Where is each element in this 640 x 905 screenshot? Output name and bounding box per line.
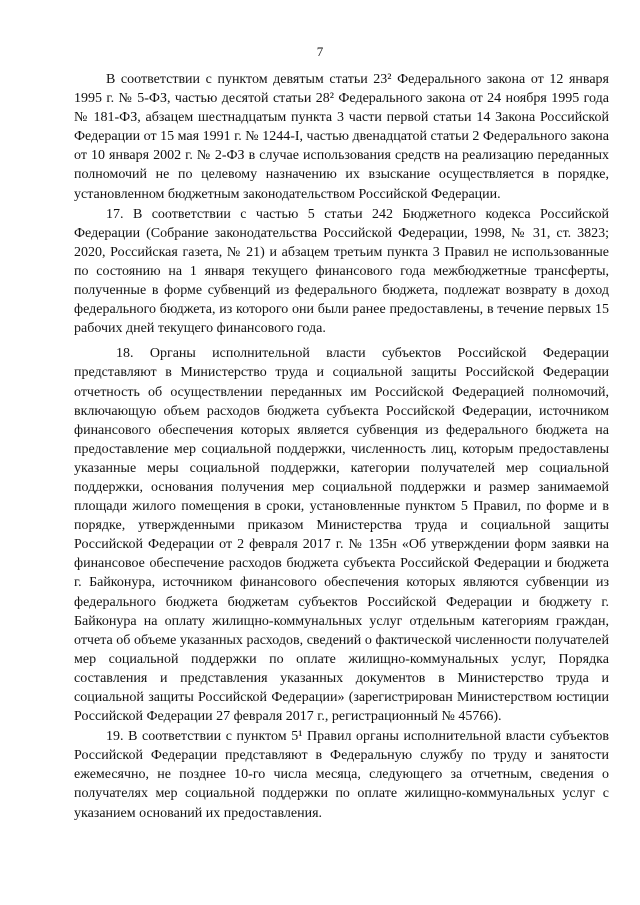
paragraph-19: 19. В соответствии с пунктом 5¹ Правил органы исполнительной власти субъектов Российской Федерации представляют в Федеральную службу по труду и занятости ежемесячно, не позднее 10-го числа месяца, следующего за отчетным, сведения о получателях мер социальной поддержки по оплате жилищно-коммунальных услуг с указанием оснований их предоставления.: [74, 729, 609, 821]
paragraph-17: 17. В соответствии с частью 5 статьи 242 Бюджетного кодекса Российской Федерации (Собрание законодательства Российской Федерации, 1998, № 31, ст. 3823; 2020, Российская газета, № 21) и абзацем третьим пункта 3 Правил не использованные по состоянию на 1 января текущего финансового года межбюджетные трансферты, полученные в форме субвенций из федерального бюджета, подлежат возврату в доход федерального бюджета, из которого они были ранее предоставлены, в течение первых 15 рабочих дней текущего финансового года.: [74, 206, 609, 337]
paragraph-18: 18. Органы исполнительной власти субъектов Российской Федерации представляют в Министерство труда и социальной защиты Российской Федерации отчетность об осуществлении переданных им Российской Федерацией полномочий, включающую объем расходов бюджета субъекта Российской Федерации, источником финансового обеспечения которых является субвенция из федерального бюджета на предоставление мер социальной поддержки, численность лиц, которым предоставлены указанные меры социальной поддержки, категории получателей мер социальной поддержки, основания получения мер социальной поддержки и размер занимаемой площади жилого помещения в сроки, установленные пунктом 5 Правил, по форме и в порядке, утвержденными приказом Министерства труда и социальной защиты Российской Федерации от 2 февраля 2017 г. № 135н «Об утверждении форм заявки на финансовое обеспечение расходов бюджета субъекта Российской Федерации и бюджета г. Байконура, источником финансового обеспечения которых являются субвенции из федерального бюджета бюджетам субъектов Российской Федерации и бюджету г. Байконура на оплату жилищно-коммунальных услуг отдельным категориям граждан, отчета об объеме указанных расходов, сведений о фактической численности получателей мер социальной поддержки по оплате жилищно-коммунальных услуг, Порядка составления и представления указанных документов в Министерство труда и социальной защиты Российской Федерации» (зарегистрирован Министерством юстиции Российской Федерации 27 февраля 2017 г., регистрационный № 45766).: [74, 346, 609, 725]
paragraph-funds-recovery: В соответствии с пунктом девятым статьи 23² Федерального закона от 12 января 1995 г. № 5-ФЗ, частью десятой статьи 28² Федерального закона от 24 ноября 1995 года № 181-ФЗ, абзацем шестнадцатым пункта 3 части первой статьи 14 Закона Российской Федерации от 15 мая 1991 г. № 1244-I, частью двенадцатой статьи 2 Федерального закона от 10 января 2002 г. № 2-ФЗ в случае использования средств на реализацию переданных полномочий не по целевому назначению их взыскание осуществляется в порядке, установленном бюджетным законодательством Российской Федерации.: [74, 72, 609, 202]
page-number: 7: [316, 44, 324, 59]
document-body: [74, 70, 609, 823]
